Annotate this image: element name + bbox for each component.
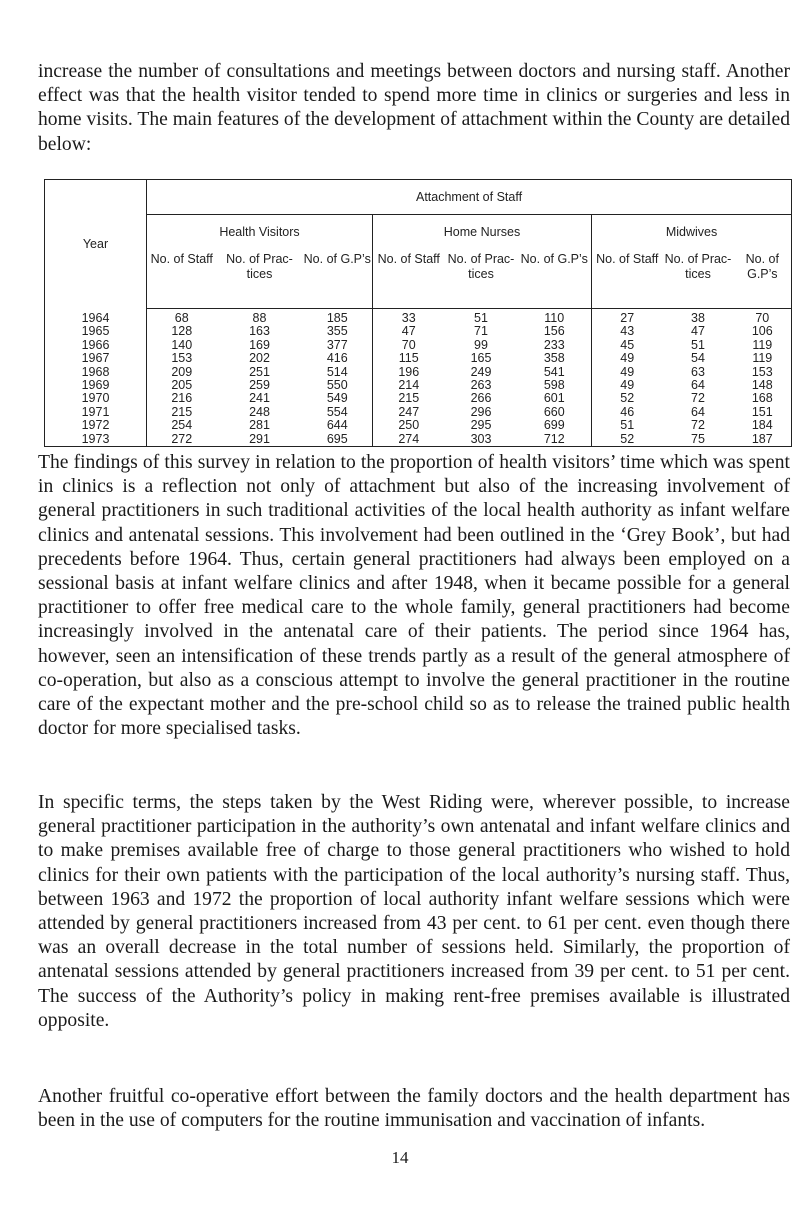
year-cell: 1966 <box>45 339 147 352</box>
value-cell: 601 <box>518 392 592 405</box>
value-cell: 251 <box>249 364 270 379</box>
value-cell: 165 <box>470 351 492 366</box>
table-row <box>45 433 792 447</box>
year-cell: 1967 <box>45 352 147 365</box>
value-cell: 215 <box>398 391 420 406</box>
value-cell: 51 <box>620 418 635 433</box>
col-header-gps: No. of G.P’s <box>303 248 373 309</box>
value-cell: 247 <box>398 404 420 419</box>
value-cell: 88 <box>252 311 267 325</box>
value-cell: 416 <box>303 352 373 365</box>
value-cell: 541 <box>518 366 592 379</box>
table-row <box>45 366 792 379</box>
value-cell: 514 <box>303 366 373 379</box>
value-cell: 51 <box>474 311 488 325</box>
value-cell: 248 <box>249 404 270 419</box>
col-header-practices: No. of Prac- tices <box>663 248 734 309</box>
value-cell: 49 <box>620 378 635 393</box>
table-row <box>45 325 792 338</box>
table-row <box>45 339 792 352</box>
table-row <box>45 419 792 432</box>
value-cell: 71 <box>474 324 488 339</box>
col-header-staff: No. of Staff <box>592 248 663 309</box>
value-cell: 274 <box>373 433 445 447</box>
value-cell: 303 <box>445 433 518 447</box>
value-cell: 281 <box>249 418 270 433</box>
group-header-home-nurses: Home Nurses <box>373 215 592 249</box>
value-cell: 215 <box>171 404 193 419</box>
year-cell: 1965 <box>45 325 147 338</box>
value-cell: 169 <box>249 337 270 352</box>
value-cell: 63 <box>691 364 705 379</box>
value-cell: 291 <box>217 433 303 447</box>
year-cell: 1973 <box>45 433 147 447</box>
col-header-practices: No. of Prac- tices <box>217 248 303 309</box>
value-cell: 110 <box>518 309 592 326</box>
value-cell: 64 <box>691 378 705 393</box>
value-cell: 27 <box>620 311 635 325</box>
value-cell: 43 <box>620 324 635 339</box>
value-cell: 550 <box>303 379 373 392</box>
table-row <box>45 406 792 419</box>
value-cell: 119 <box>734 339 792 352</box>
col-header-practices: No. of Prac- tices <box>445 248 518 309</box>
value-cell: 52 <box>592 433 663 447</box>
paragraph-findings: The findings of this survey in relation to the proportion of health visitors’ time which was spent in clinics is a reflection not only of attachment but also of the increasing involvement of general practitioners in such traditional activities of the local health authority as infant welfare clinics and antenatal sessions. This involvement had been outlined in the ‘Grey Book’, but had precedents before 1964. Thus, certain general practitioners had always been employed on a sessional basis at infant welfare clinics and after 1948, when it became possible for a general practitioner to offer free medical care to the whole family, general practitioners had become increasingly involved in the antenatal care of their patients. The period since 1964 has, however, seen an intensification of these trends partly as a result of the general atmosphere of co-operation, but also as a conscious attempt to involve the general practitioner in the routine care of the expectant mother and the pre-school child so as to release the trained public health doctor for more specialised tasks. <box>38 452 790 740</box>
value-cell: 660 <box>518 406 592 419</box>
value-cell: 33 <box>401 311 416 325</box>
value-cell: 140 <box>171 337 193 352</box>
value-cell: 70 <box>401 337 416 352</box>
value-cell: 46 <box>620 404 635 419</box>
year-cell: 1968 <box>45 366 147 379</box>
value-cell: 249 <box>470 364 492 379</box>
value-cell: 106 <box>734 325 792 338</box>
value-cell: 45 <box>620 337 635 352</box>
year-cell: 1972 <box>45 419 147 432</box>
value-cell: 202 <box>249 351 270 366</box>
year-cell: 1969 <box>45 379 147 392</box>
value-cell: 72 <box>691 391 705 406</box>
value-cell: 598 <box>518 379 592 392</box>
paragraph-computers: Another fruitful co-operative effort between the family doctors and the health department has been in the use of computers for the routine immunisation and vaccination of infants. <box>38 1086 790 1132</box>
value-cell: 49 <box>620 364 635 379</box>
value-cell: 377 <box>303 339 373 352</box>
value-cell: 205 <box>171 378 193 393</box>
value-cell: 156 <box>518 325 592 338</box>
value-cell: 187 <box>734 433 792 447</box>
value-cell: 75 <box>663 433 734 447</box>
col-header-staff: No. of Staff <box>147 248 217 309</box>
value-cell: 216 <box>171 391 193 406</box>
value-cell: 296 <box>470 404 492 419</box>
value-cell: 148 <box>734 379 792 392</box>
table-row <box>45 392 792 405</box>
value-cell: 47 <box>691 324 705 339</box>
value-cell: 49 <box>620 351 635 366</box>
value-cell: 196 <box>398 364 420 379</box>
value-cell: 214 <box>398 378 420 393</box>
value-cell: 644 <box>303 419 373 432</box>
col-header-staff: No. of Staff <box>373 248 445 309</box>
value-cell: 70 <box>734 309 792 326</box>
page-number: 14 <box>391 1148 409 1167</box>
value-cell: 712 <box>518 433 592 447</box>
value-cell: 554 <box>303 406 373 419</box>
value-cell: 153 <box>171 351 193 366</box>
year-cell: 1971 <box>45 406 147 419</box>
value-cell: 38 <box>691 311 705 325</box>
value-cell: 54 <box>691 351 705 366</box>
table-row <box>45 309 792 326</box>
col-header-gps: No. of G.P’s <box>734 248 792 309</box>
value-cell: 272 <box>147 433 217 447</box>
value-cell: 153 <box>734 366 792 379</box>
value-cell: 358 <box>518 352 592 365</box>
value-cell: 128 <box>171 324 193 339</box>
col-header-gps: No. of G.P’s <box>518 248 592 309</box>
year-cell: 1970 <box>45 392 147 405</box>
value-cell: 699 <box>518 419 592 432</box>
value-cell: 355 <box>303 325 373 338</box>
value-cell: 52 <box>620 391 635 406</box>
value-cell: 209 <box>171 364 193 379</box>
value-cell: 115 <box>398 351 419 366</box>
table-row <box>45 352 792 365</box>
value-cell: 295 <box>470 418 492 433</box>
table-body <box>45 309 792 447</box>
value-cell: 163 <box>249 324 270 339</box>
year-header: Year <box>45 180 147 309</box>
value-cell: 266 <box>470 391 492 406</box>
value-cell: 119 <box>734 352 792 365</box>
attachment-of-staff-table <box>44 179 792 447</box>
value-cell: 233 <box>518 339 592 352</box>
value-cell: 51 <box>691 337 705 352</box>
value-cell: 168 <box>734 392 792 405</box>
value-cell: 99 <box>474 337 488 352</box>
value-cell: 254 <box>171 418 193 433</box>
value-cell: 47 <box>401 324 416 339</box>
value-cell: 695 <box>303 433 373 447</box>
value-cell: 263 <box>470 378 492 393</box>
attachment-header: Attachment of Staff <box>147 180 792 215</box>
value-cell: 185 <box>303 309 373 326</box>
value-cell: 250 <box>398 418 420 433</box>
group-header-midwives: Midwives <box>592 215 792 249</box>
year-cell: 1964 <box>45 309 147 326</box>
value-cell: 184 <box>734 419 792 432</box>
group-header-health-visitors: Health Visitors <box>147 215 373 249</box>
value-cell: 72 <box>691 418 705 433</box>
value-cell: 549 <box>303 392 373 405</box>
paragraph-intro: increase the number of consultations and meetings between doctors and nursing staff. Another effect was that the health visitor tended to spend more time in clinics or surgeries and less in home visits. The main features of the development of attachment within the County are detailed below: <box>38 61 790 155</box>
value-cell: 259 <box>249 378 270 393</box>
value-cell: 241 <box>249 391 270 406</box>
value-cell: 151 <box>734 406 792 419</box>
value-cell: 68 <box>174 311 189 325</box>
value-cell: 64 <box>691 404 705 419</box>
table-row <box>45 379 792 392</box>
paragraph-specific-terms: In specific terms, the steps taken by the West Riding were, wherever possible, to increase general practitioner participation in the authority’s own antenatal and infant welfare clinics and to make premises available free of charge to those general practitioners who wished to hold clinics for their own patients with the participation of the local authority’s nursing staff. Thus, between 1963 and 1972 the proportion of local authority infant welfare sessions which were attended by general practitioners increased from 43 per cent. to 61 per cent. even though there was an overall decrease in the total number of sessions held. Similarly, the proportion of antenatal sessions attended by general practitioners increased from 39 per cent. to 51 per cent. The success of the Authority’s policy in making rent-free premises available is illustrated opposite. <box>38 792 790 1031</box>
